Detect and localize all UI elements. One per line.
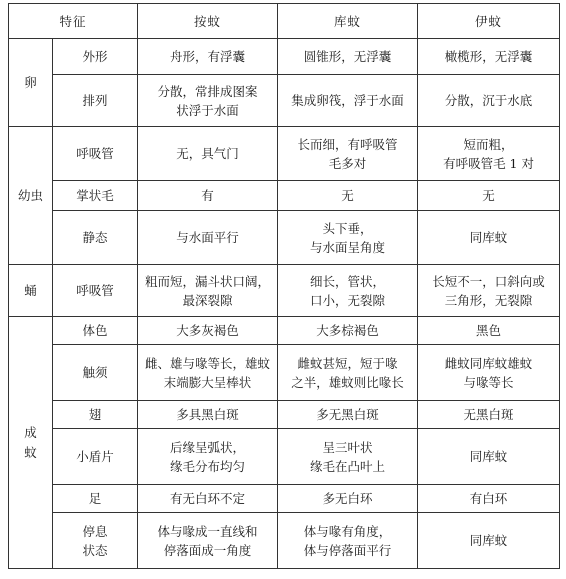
feature-label: 触须 (53, 345, 138, 401)
category-adult: 成蚊 (9, 317, 53, 569)
anopheles-cell: 舟形，有浮囊 (138, 39, 278, 75)
aedes-cell: 长短不一，口斜向或 三角形，无裂隙 (418, 265, 560, 317)
header-feature: 特征 (9, 4, 138, 39)
anopheles-cell: 体与喙成一直线和 停落面成一角度 (138, 513, 278, 569)
aedes-cell: 同库蚊 (418, 513, 560, 569)
aedes-cell: 分散，沉于水底 (418, 75, 560, 127)
table-row (9, 181, 560, 211)
category-egg: 卵 (9, 39, 53, 127)
table-row (9, 317, 560, 345)
aedes-cell: 无黑白斑 (418, 401, 560, 429)
culex-cell: 集成卵筏，浮于水面 (278, 75, 418, 127)
feature-label: 排列 (53, 75, 138, 127)
anopheles-cell: 后缘呈弧状， 缘毛分布均匀 (138, 429, 278, 485)
table-row (9, 345, 560, 401)
anopheles-cell: 大多灰褐色 (138, 317, 278, 345)
aedes-cell: 黑色 (418, 317, 560, 345)
table-row (9, 429, 560, 485)
feature-label: 体色 (53, 317, 138, 345)
feature-label: 外形 (53, 39, 138, 75)
table-row (9, 75, 560, 127)
header-culex: 库蚊 (278, 4, 418, 39)
culex-cell: 呈三叶状 缘毛在凸叶上 (278, 429, 418, 485)
mosquito-comparison-table (8, 3, 560, 569)
feature-label: 呼吸管 (53, 127, 138, 181)
feature-label: 翅 (53, 401, 138, 429)
category-pupa: 蛹 (9, 265, 53, 317)
table-row (9, 401, 560, 429)
table-row (9, 211, 560, 265)
culex-cell: 大多棕褐色 (278, 317, 418, 345)
culex-cell: 长而细，有呼吸管 毛多对 (278, 127, 418, 181)
anopheles-cell: 无，具气门 (138, 127, 278, 181)
table-row (9, 265, 560, 317)
feature-label: 呼吸管 (53, 265, 138, 317)
aedes-cell: 雌蚊同库蚊雄蚊 与喙等长 (418, 345, 560, 401)
feature-label: 掌状毛 (53, 181, 138, 211)
header-aedes: 伊蚊 (418, 4, 560, 39)
feature-label: 小盾片 (53, 429, 138, 485)
culex-cell: 头下垂， 与水面呈角度 (278, 211, 418, 265)
culex-cell: 多无黑白斑 (278, 401, 418, 429)
anopheles-cell: 粗而短，漏斗状口阔， 最深裂隙 (138, 265, 278, 317)
culex-cell: 雌蚊甚短，短于喙 之半，雄蚊则比喙长 (278, 345, 418, 401)
aedes-cell: 同库蚊 (418, 211, 560, 265)
culex-cell: 体与喙有角度， 体与停落面平行 (278, 513, 418, 569)
culex-cell: 圆锥形，无浮囊 (278, 39, 418, 75)
feature-label: 停息 状态 (53, 513, 138, 569)
aedes-cell: 短而粗， 有呼吸管毛 1 对 (418, 127, 560, 181)
anopheles-cell: 雌、雄与喙等长，雄蚊 末端膨大呈棒状 (138, 345, 278, 401)
table-row (9, 513, 560, 569)
culex-cell: 多无白环 (278, 485, 418, 513)
anopheles-cell: 有 (138, 181, 278, 211)
anopheles-cell: 多具黑白斑 (138, 401, 278, 429)
culex-cell: 细长，管状， 口小，无裂隙 (278, 265, 418, 317)
header-row (9, 4, 560, 39)
table-row (9, 127, 560, 181)
table-row (9, 485, 560, 513)
category-larva: 幼虫 (9, 127, 53, 265)
culex-cell: 无 (278, 181, 418, 211)
anopheles-cell: 分散，常排成图案 状浮于水面 (138, 75, 278, 127)
aedes-cell: 橄榄形，无浮囊 (418, 39, 560, 75)
anopheles-cell: 与水面平行 (138, 211, 278, 265)
feature-label: 静态 (53, 211, 138, 265)
aedes-cell: 无 (418, 181, 560, 211)
aedes-cell: 有白环 (418, 485, 560, 513)
anopheles-cell: 有无白环不定 (138, 485, 278, 513)
feature-label: 足 (53, 485, 138, 513)
table-row (9, 39, 560, 75)
header-anopheles: 按蚊 (138, 4, 278, 39)
aedes-cell: 同库蚊 (418, 429, 560, 485)
